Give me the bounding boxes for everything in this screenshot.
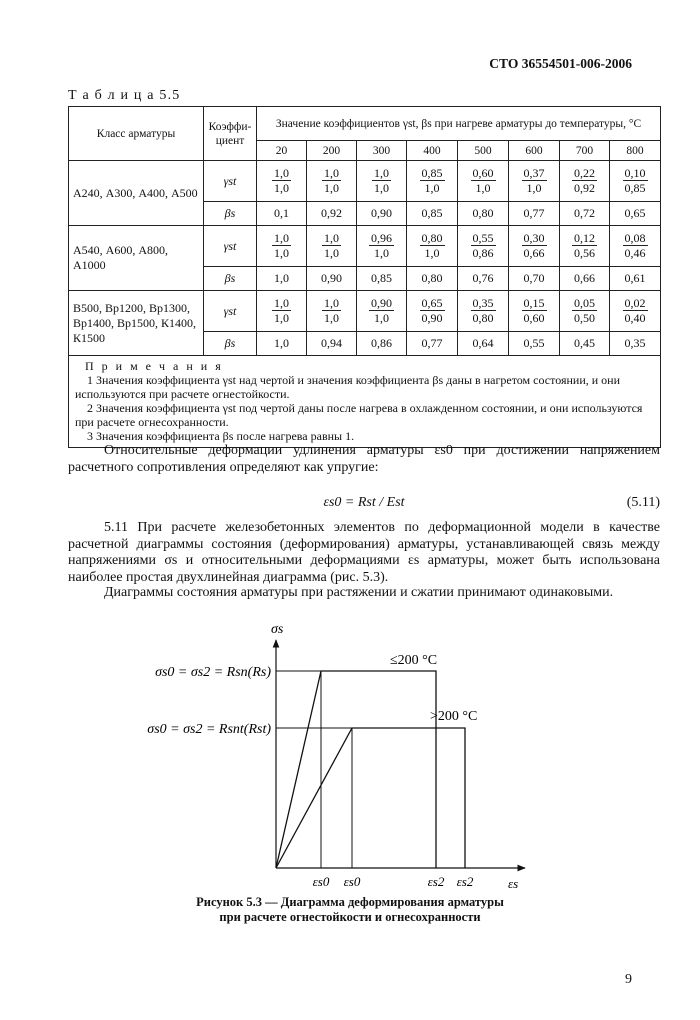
header-values-title: Значение коэффициентов γst, βs при нагреве арматуры до температуры, °С: [257, 107, 661, 141]
gamma-heated-value: 1,0: [274, 296, 289, 310]
gamma-heated-value: 0,55: [472, 231, 494, 245]
gamma-heated-value: 0,65: [421, 296, 443, 310]
beta-cell: 0,77: [407, 332, 458, 356]
upper-level-label: σs0 = σs2 = Rsn(Rs): [155, 665, 271, 680]
gamma-cooled-value: 0,56: [574, 246, 595, 260]
gamma-heated-value: 0,10: [624, 166, 646, 180]
note-item: 2 Значения коэффициента γst под чертой даны после нагрева в охлажденном состоянии, и они используются при расчете огнесохранности.: [75, 401, 643, 429]
temp-header: 300: [357, 141, 407, 161]
beta-cell: 0,66: [560, 267, 610, 291]
gamma-symbol: γst: [204, 226, 257, 267]
gamma-heated-value: 0,35: [472, 296, 494, 310]
note-item: 1 Значения коэффициента γst над чертой и значения коэффициента βs даны в нагретом состоянии, и они используются при расчете огнестойкости.: [75, 373, 621, 401]
beta-symbol: βs: [204, 332, 257, 356]
beta-cell: 0,55: [509, 332, 560, 356]
gamma-heated-value: 1,0: [274, 231, 289, 245]
paragraph-5-11: 5.11 При расчете железобетонных элементов по деформационной модели в качестве расчетной диаграммы состояния (деформирования) арматуры, устанавливающей связь между напряжениями σs и относительными деформациями εs арматуры, может быть использована наиболее простая двухлинейная диаграмма (рис. 5.3).: [68, 520, 660, 585]
temp-header: 700: [560, 141, 610, 161]
gamma-cooled-value: 0,40: [624, 311, 646, 325]
note-item: 3 Значения коэффициента βs после нагрева равны 1.: [87, 429, 355, 443]
gamma-cooled-value: 0,46: [624, 246, 646, 260]
beta-cell: 0,80: [407, 267, 458, 291]
gamma-cooled-value: 0,85: [624, 181, 646, 195]
gamma-cooled-value: 0,92: [574, 181, 595, 195]
x-tick-label: εs0: [343, 874, 361, 889]
gamma-heated-value: 0,37: [523, 166, 545, 180]
gamma-cooled-value: 1,0: [475, 181, 491, 195]
gamma-symbol: γst: [204, 291, 257, 332]
beta-symbol: βs: [204, 202, 257, 226]
beta-cell: 0,35: [610, 332, 661, 356]
gamma-heated-value: 0,02: [624, 296, 646, 310]
gamma-cooled-value: 1,0: [526, 181, 542, 195]
class-cell: В500, Вр1200, Вр1300, Вр1400, Вр1500, К1400, К1500: [69, 291, 204, 356]
y-axis-label: σs: [271, 622, 284, 637]
gamma-cooled-value: 0,60: [523, 311, 545, 325]
notes-title: П р и м е ч а н и я: [85, 359, 224, 373]
formula-number: (5.11): [626, 495, 660, 510]
beta-cell: 0,77: [509, 202, 560, 226]
class-cell: А240, А300, А400, А500: [69, 161, 204, 226]
x-axis-label: εs: [508, 876, 519, 891]
page-number: 9: [625, 972, 632, 987]
formula-5-11: εs0 = Rst / Est: [323, 495, 405, 510]
beta-cell: 0,85: [357, 267, 407, 291]
gamma-heated-value: 1,0: [324, 296, 339, 310]
beta-cell: 0,45: [560, 332, 610, 356]
table-caption: Т а б л и ц а 5.5: [68, 88, 181, 103]
temp-header: 600: [509, 141, 560, 161]
beta-cell: 0,80: [458, 202, 509, 226]
beta-cell: 0,72: [560, 202, 610, 226]
gamma-cooled-value: 0,80: [472, 311, 494, 325]
gamma-cooled-value: 0,66: [523, 246, 545, 260]
gamma-cooled-value: 1,0: [274, 246, 289, 260]
upper-curve-label: ≤200 °C: [390, 653, 438, 668]
beta-cell: 0,90: [357, 202, 407, 226]
gamma-heated-value: 1,0: [374, 166, 389, 180]
gamma-cooled-value: 1,0: [374, 246, 389, 260]
gamma-cooled-value: 1,0: [324, 311, 339, 325]
gamma-heated-value: 1,0: [324, 166, 339, 180]
gamma-cooled-value: 1,0: [374, 311, 389, 325]
beta-cell: 0,92: [307, 202, 357, 226]
gamma-cooled-value: 0,86: [472, 246, 494, 260]
gamma-heated-value: 0,15: [523, 296, 545, 310]
temp-header: 200: [307, 141, 357, 161]
temp-header: 800: [610, 141, 661, 161]
header-coefficient: Коэффи-циент: [204, 107, 257, 161]
gamma-heated-value: 1,0: [324, 231, 339, 245]
lower-curve-label: >200 °C: [430, 709, 478, 724]
gamma-cooled-value: 1,0: [424, 246, 440, 260]
beta-cell: 0,85: [407, 202, 458, 226]
gamma-cooled-value: 1,0: [324, 246, 339, 260]
beta-cell: 0,94: [307, 332, 357, 356]
beta-cell: 0,70: [509, 267, 560, 291]
gamma-cooled-value: 1,0: [374, 181, 389, 195]
paragraph-diagrams: Диаграммы состояния арматуры при растяжении и сжатии принимают одинаковыми.: [104, 585, 614, 600]
gamma-cooled-value: 1,0: [274, 311, 289, 325]
document-code: СТО 36554501-006-2006: [489, 56, 632, 71]
class-cell: А540, А600, А800, А1000: [69, 226, 204, 291]
beta-cell: 0,65: [610, 202, 661, 226]
temp-header: 500: [458, 141, 509, 161]
beta-symbol: βs: [204, 267, 257, 291]
gamma-cooled-value: 1,0: [424, 181, 440, 195]
beta-cell: 1,0: [257, 332, 307, 356]
gamma-cooled-value: 0,90: [421, 311, 443, 325]
beta-cell: 0,86: [357, 332, 407, 356]
gamma-heated-value: 0,85: [421, 166, 443, 180]
paragraph-strain: Относительные деформации удлинения арматуры εs0 при достижении напряжением расчетного сопротивления определяют как упругие:: [68, 443, 660, 475]
gamma-heated-value: 0,96: [371, 231, 392, 245]
figure-caption-line: Рисунок 5.3 — Диаграмма деформирования арматуры: [196, 895, 504, 909]
gamma-symbol: γst: [204, 161, 257, 202]
gamma-heated-value: 0,80: [421, 231, 443, 245]
x-tick-label: εs0: [312, 874, 330, 889]
x-tick-label: εs2: [427, 874, 445, 889]
upper-curve-line: [276, 671, 436, 868]
beta-cell: 0,64: [458, 332, 509, 356]
gamma-heated-value: 0,12: [574, 231, 595, 245]
gamma-heated-value: 0,08: [624, 231, 646, 245]
beta-cell: 0,90: [307, 267, 357, 291]
figure-caption-line: при расчете огнестойкости и огнесохранности: [219, 910, 481, 924]
lower-level-label: σs0 = σs2 = Rsnt(Rst): [147, 722, 271, 737]
gamma-heated-value: 0,05: [574, 296, 595, 310]
gamma-cooled-value: 0,50: [574, 311, 595, 325]
gamma-heated-value: 0,30: [523, 231, 545, 245]
gamma-heated-value: 0,60: [472, 166, 494, 180]
beta-cell: 1,0: [257, 267, 307, 291]
header-class: Класс арматуры: [69, 107, 204, 161]
gamma-cooled-value: 1,0: [274, 181, 289, 195]
beta-cell: 0,61: [610, 267, 661, 291]
figure-caption: [0, 895, 700, 925]
x-tick-label: εs2: [456, 874, 474, 889]
beta-cell: 0,1: [257, 202, 307, 226]
gamma-cooled-value: 1,0: [324, 181, 339, 195]
gamma-heated-value: 1,0: [274, 166, 289, 180]
temp-header: 20: [257, 141, 307, 161]
beta-cell: 0,76: [458, 267, 509, 291]
gamma-heated-value: 0,90: [371, 296, 392, 310]
temp-header: 400: [407, 141, 458, 161]
gamma-heated-value: 0,22: [574, 166, 595, 180]
